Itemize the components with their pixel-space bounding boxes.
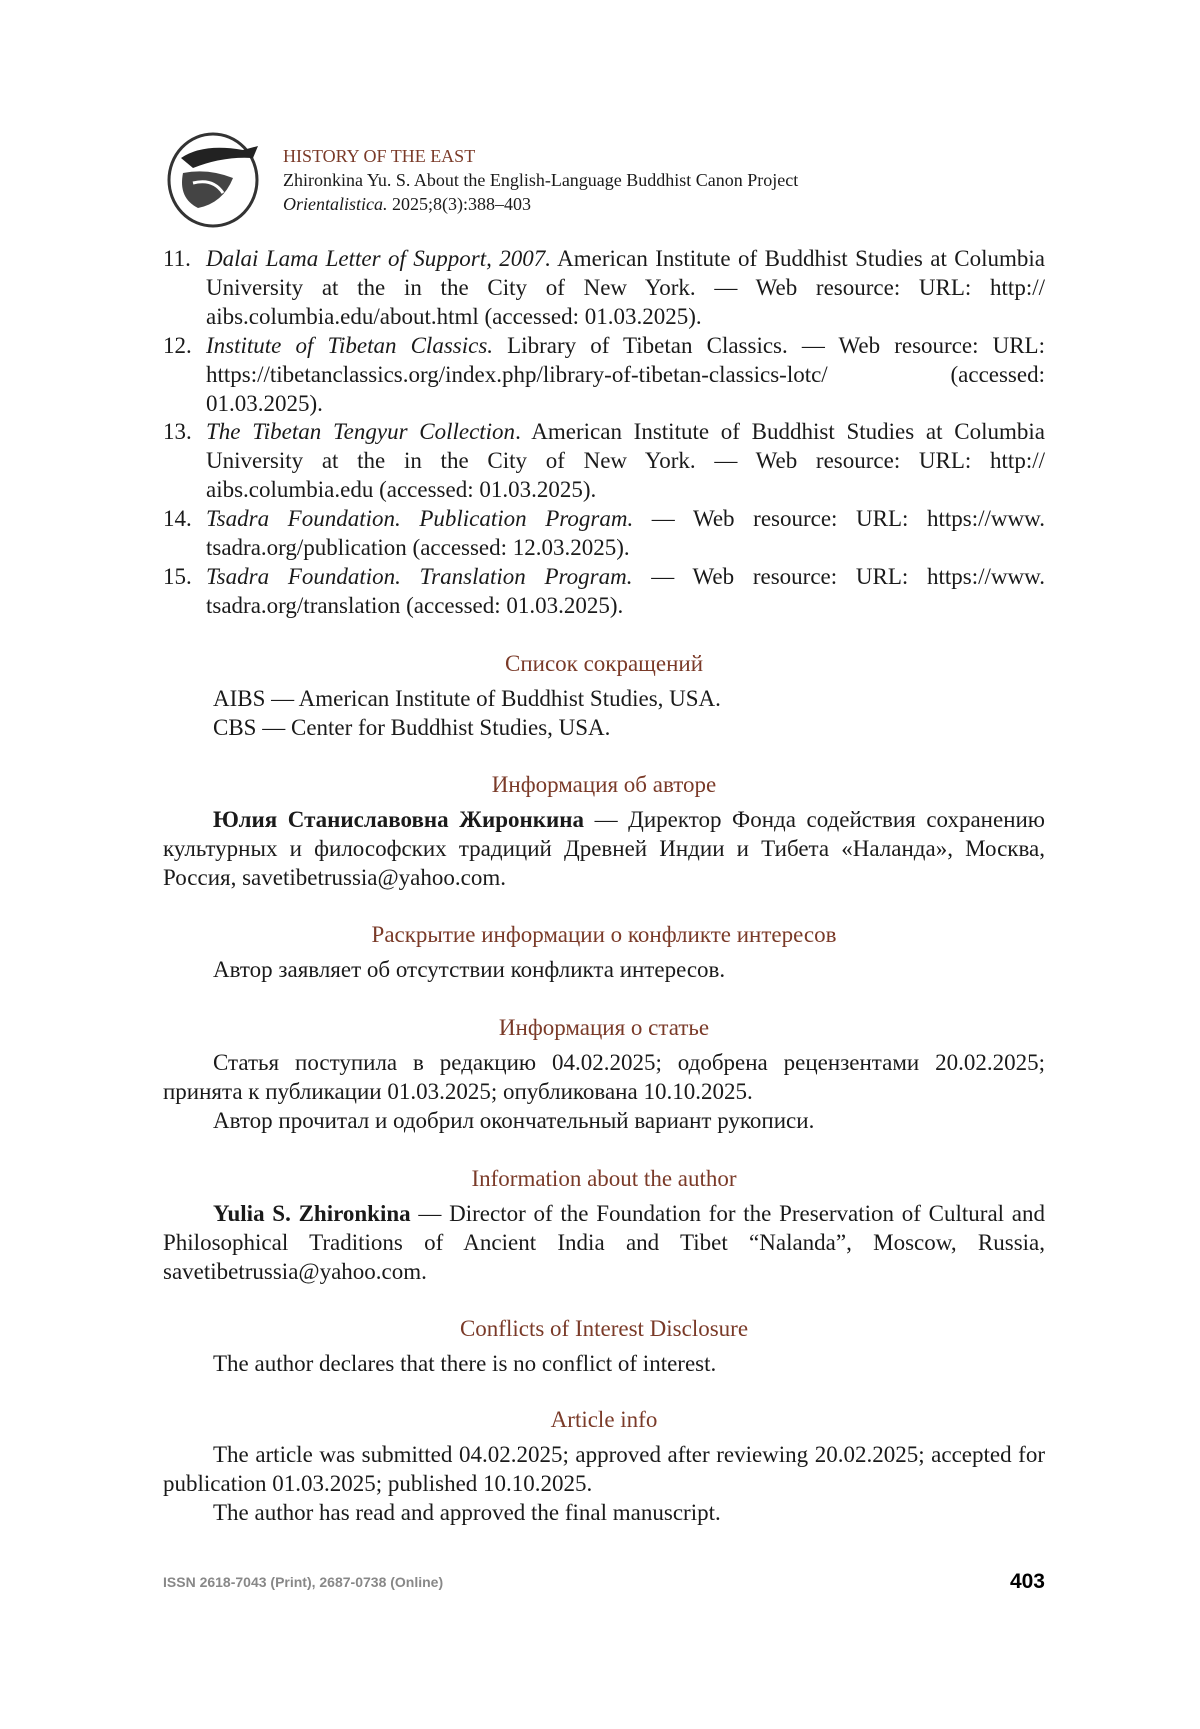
- section-heading: Conflicts of Interest Disclosure: [459, 1316, 749, 1341]
- article-info-ru: [163, 1013, 1045, 1136]
- ref-number: 14.: [163, 506, 192, 532]
- section-heading: Информация об авторе: [491, 772, 717, 797]
- ref-title: Tsadra Foundation. Translation Program.: [206, 563, 633, 589]
- section-heading: Раскрытие информации о конфликте интересов: [371, 922, 837, 947]
- author-info-en: [163, 1164, 1045, 1287]
- ref-number: 15.: [163, 563, 192, 589]
- conflict-text: Автор заявляет об отсутствии конфликта интересов.: [213, 957, 726, 982]
- author-text: — Director of the Foundation for the Preservation of Cultural and Philosophical Traditions of Ancient India and Tibet “Nalanda”, Moscow, Russia, savetibetrussia@yahoo.com.: [163, 1201, 1045, 1284]
- reference-item: [163, 332, 1045, 419]
- author-paragraph: [163, 1200, 1045, 1287]
- ref-number: 11.: [163, 246, 191, 271]
- issn-footer: ISSN 2618-7043 (Print), 2687-0738 (Online): [163, 1574, 444, 1590]
- author-name: Юлия Станиславовна Жиронкина: [213, 807, 584, 832]
- article-approval: Автор прочитал и одобрил окончательный вариант рукописи.: [213, 1107, 815, 1133]
- ref-text: . American Institute of Buddhist Studies at Columbia University at the in the City of New York. — Web resource: URL: http:// aibs.columbia.edu (accessed: 01.03.2025).: [206, 419, 1045, 503]
- reference-item: [163, 418, 1045, 505]
- ref-text: — Web resource: URL: https://www. tsadra.org/translation (accessed: 01.03.2025).: [206, 563, 1045, 618]
- running-header: [283, 144, 798, 216]
- author-paragraph: [163, 806, 1045, 893]
- citation-details: 2025;8(3):388–403: [387, 194, 531, 214]
- ref-title: Institute of Tibetan Classics.: [206, 332, 494, 358]
- author-info-ru: [163, 770, 1045, 893]
- ref-title: Tsadra Foundation. Publication Program.: [206, 506, 634, 532]
- article-approval: The author has read and approved the final manuscript.: [213, 1499, 721, 1525]
- section-heading: Список сокращений: [504, 651, 704, 676]
- abbreviations-section: [163, 649, 1045, 743]
- abbr-item: AIBS — American Institute of Buddhist Studies, USA.: [213, 686, 721, 711]
- author-name: Yulia S. Zhironkina: [213, 1201, 411, 1226]
- conflict-text: The author declares that there is no conflict of interest.: [213, 1351, 717, 1376]
- conflict-ru: [163, 920, 1045, 985]
- section-heading: Information about the author: [471, 1166, 737, 1191]
- reference-item: [163, 505, 1045, 563]
- ref-text: American Institute of Buddhist Studies at Columbia University at the in the City of New York. — Web resource: URL: http:// aibs.columbia.edu/about.html (accessed: 01.03.2025).: [206, 246, 1045, 329]
- ref-title: Dalai Lama Letter of Support, 2007.: [206, 246, 552, 271]
- abbr-item: CBS — Center for Buddhist Studies, USA.: [213, 714, 611, 740]
- ref-text: — Web resource: URL: https://www. tsadra.org/publication (accessed: 12.03.2025).: [206, 506, 1045, 561]
- page-number: 403: [1009, 1570, 1045, 1593]
- citation-journal: Orientalistica.: [283, 194, 388, 214]
- section-heading: Article info: [550, 1407, 658, 1432]
- ref-title: The Tibetan Tengyur Collection: [206, 419, 516, 445]
- ref-text: Library of Tibetan Classics. — Web resource: URL: https://tibetanclassics.org/index.php/library-of-tibetan-classics-lotc/ (accessed: 01.03.2025).: [206, 332, 1045, 416]
- reference-item: [163, 563, 1045, 621]
- journal-name: HISTORY OF THE EAST: [283, 146, 476, 166]
- reference-item: [163, 245, 1045, 332]
- section-heading: Информация о статье: [498, 1015, 710, 1040]
- citation: [283, 192, 798, 216]
- article-dates: The article was submitted 04.02.2025; approved after reviewing 20.02.2025; accepted for publication 01.03.2025; published 10.10.2025.: [163, 1442, 1045, 1496]
- article-info-en: [163, 1405, 1045, 1528]
- conflict-en: [163, 1314, 1045, 1379]
- ref-number: 13.: [163, 419, 192, 445]
- ref-number: 12.: [163, 332, 192, 358]
- article-running-title: Zhironkina Yu. S. About the English-Language Buddhist Canon Project: [283, 170, 799, 190]
- reference-list: [163, 245, 1045, 621]
- author-text: — Директор Фонда содействия сохранению культурных и философских традиций Древней Индии и Тибета «Наланда», Москва, Россия, savetibetrussia@yahoo.com.: [163, 807, 1045, 890]
- article-dates: Статья поступила в редакцию 04.02.2025; одобрена рецензентами 20.02.2025; принята к публикации 01.03.2025; опубликована 10.10.2025.: [163, 1050, 1045, 1104]
- journal-logo-icon: [163, 128, 269, 230]
